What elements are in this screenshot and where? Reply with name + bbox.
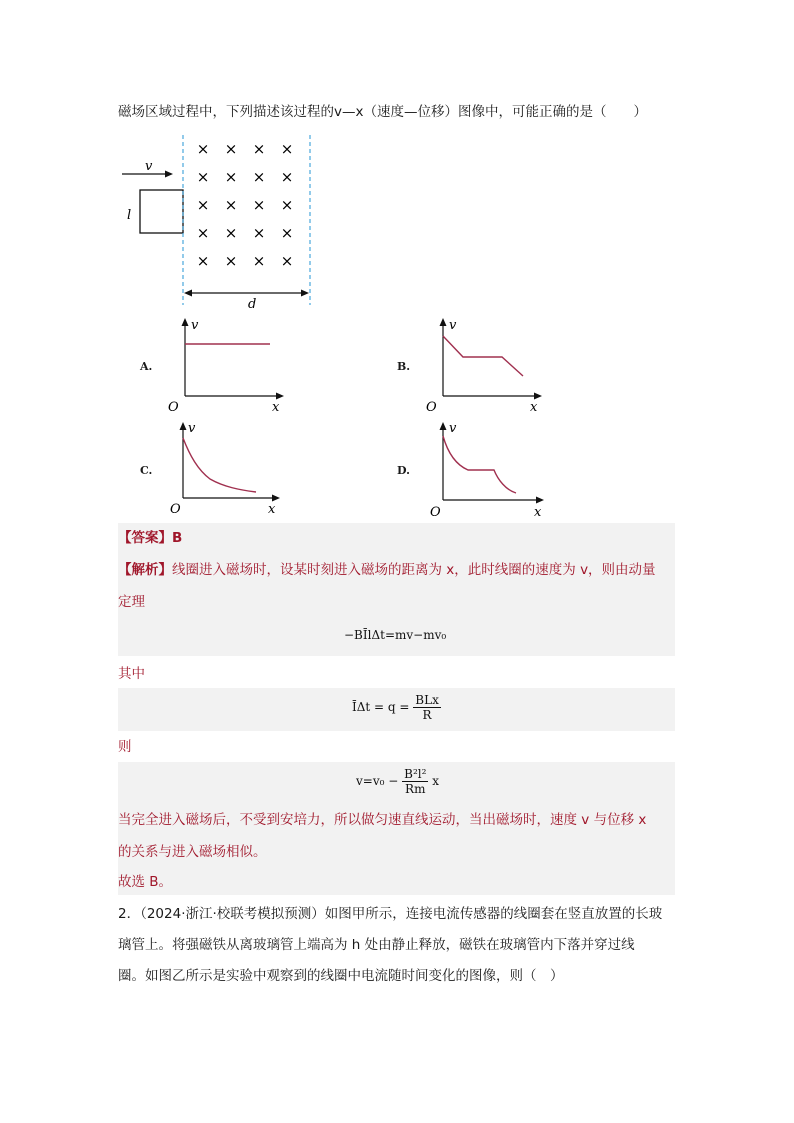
field-cross: × — [196, 168, 210, 186]
qizhong-label: 其中 — [118, 666, 145, 682]
svg-text:O: O — [168, 400, 179, 415]
svg-text:v: v — [188, 421, 196, 436]
option-c-curve — [183, 438, 256, 492]
analysis-line-1: 【解析】线圈进入磁场时，设某时刻进入磁场的距离为 x，此时线圈的速度为 v，则由动量 — [118, 562, 656, 578]
svg-text:O: O — [170, 502, 181, 517]
option-a-label: A. — [140, 360, 153, 373]
svg-text:O: O — [426, 400, 437, 415]
formula-velocity: v=v₀ − $\frac{\text{B²l²}}{Rm}$ x — [356, 767, 440, 796]
field-cross: × — [196, 224, 210, 242]
width-arrowhead-left — [184, 290, 192, 297]
field-cross: × — [196, 140, 210, 158]
option-b-graph — [418, 312, 548, 417]
svg-text:x: x — [268, 502, 276, 517]
field-cross: × — [252, 252, 266, 270]
option-b-curve — [443, 336, 523, 376]
width-arrowhead-right — [301, 290, 309, 297]
question-2-line-2: 璃管上。将强磁铁从离玻璃管上端高为 h 处由静止释放，磁铁在玻璃管内下落并穿过线 — [118, 937, 635, 953]
field-cross: × — [224, 168, 238, 186]
field-cross: × — [224, 224, 238, 242]
question-2-line-1: 2．（2024·浙江·校联考模拟预测）如图甲所示，连接电流传感器的线圈套在竖直放置的长玻 — [118, 906, 663, 922]
coil-square — [140, 190, 183, 233]
conclusion-line: 故选 B。 — [118, 874, 173, 890]
field-cross: × — [196, 196, 210, 214]
analysis-tag: 【解析】 — [118, 562, 172, 578]
option-a-graph — [160, 312, 290, 417]
formula-charge: ĪΔt = q = $\frac{\text{BLx}}{R}$ — [352, 693, 439, 722]
analysis-line-3: 当完全进入磁场后，不受到安培力，所以做匀速直线运动，当出磁场时，速度 v 与位移 x — [118, 812, 647, 828]
option-b-label: B. — [397, 360, 411, 373]
question-intro: 磁场区域过程中，下列描述该过程的v—x（速度—位移）图像中，可能正确的是（ ） — [118, 104, 647, 120]
analysis-line-4: 的关系与进入磁场相似。 — [118, 844, 267, 860]
svg-text:x: x — [530, 400, 538, 415]
answer-value: B — [172, 530, 183, 546]
velocity-label: v — [145, 159, 153, 174]
option-c-graph — [158, 418, 288, 523]
svg-text:v: v — [449, 421, 457, 436]
field-cross: × — [280, 168, 294, 186]
field-cross: × — [224, 252, 238, 270]
option-d-graph — [418, 418, 553, 523]
svg-text:O: O — [430, 505, 441, 520]
answer-line — [118, 528, 182, 548]
option-d-label: D. — [397, 464, 410, 477]
svg-text:v: v — [449, 318, 457, 333]
ze-label: 则 — [118, 739, 132, 755]
option-d-curve — [443, 436, 516, 493]
field-figure — [115, 130, 325, 315]
field-cross: × — [252, 168, 266, 186]
answer-tag: 【答案】 — [118, 530, 172, 546]
option-c-label: C. — [140, 464, 153, 477]
field-cross: × — [224, 196, 238, 214]
analysis-line-2: 定理 — [118, 594, 145, 610]
field-cross: × — [280, 224, 294, 242]
velocity-arrowhead — [165, 171, 173, 178]
field-cross: × — [280, 252, 294, 270]
field-cross: × — [252, 196, 266, 214]
side-length-label: l — [127, 208, 132, 223]
field-cross: × — [280, 140, 294, 158]
svg-text:x: x — [272, 400, 280, 415]
field-cross: × — [280, 196, 294, 214]
svg-text:x: x — [534, 505, 542, 520]
field-cross: × — [252, 140, 266, 158]
svg-text:v: v — [191, 318, 199, 333]
field-cross: × — [252, 224, 266, 242]
question-2-line-3: 圈。如图乙所示是实验中观察到的线圈中电流随时间变化的图像，则（ ） — [118, 968, 564, 984]
field-cross: × — [196, 252, 210, 270]
width-label: d — [248, 297, 257, 312]
magnetic-field-crosses — [197, 140, 294, 270]
field-cross: × — [224, 140, 238, 158]
formula-momentum: −BĪlΔt=mv−mv₀ — [344, 628, 447, 642]
